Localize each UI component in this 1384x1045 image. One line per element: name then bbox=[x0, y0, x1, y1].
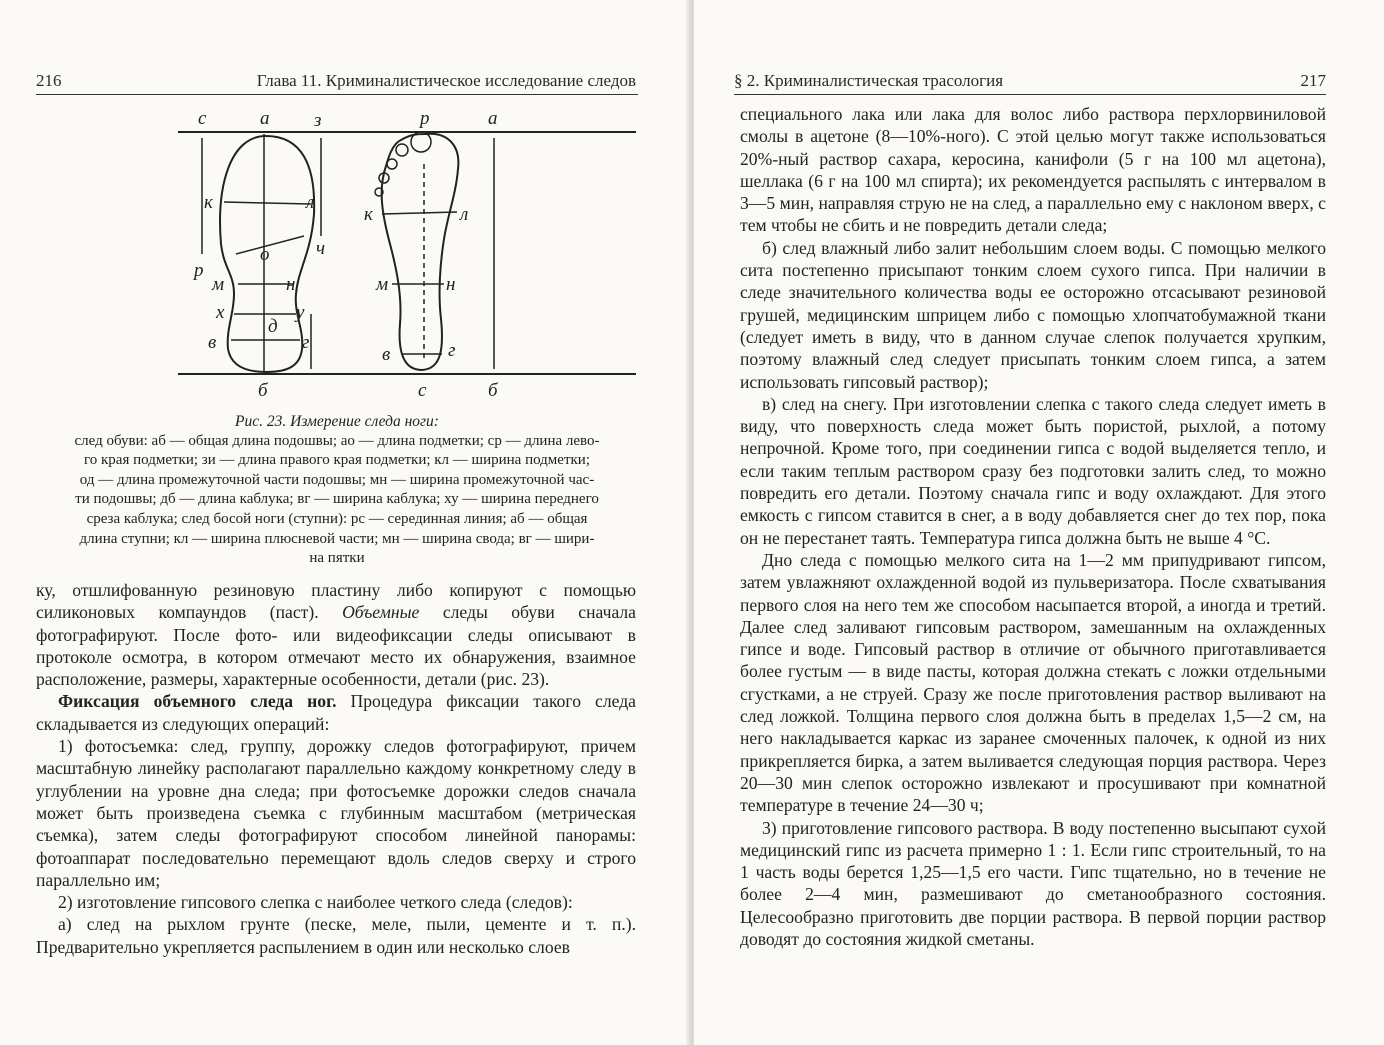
paragraph-text: ку, отшлифованную резиновую пластину либо копируют с помощью силиконовых компаундов (паст). bbox=[36, 580, 636, 623]
foot-measurement-figure bbox=[176, 104, 646, 404]
paragraph: в) след на снегу. При изготовлении слепка с такого следа следует иметь в виду, что поверхность следа может быть пористой, рыхлой, а потому непрочной. Кроме того, при соединении гипса с водой выделяется тепло, и если таким теплым раствором сразу без подготовки залить след, то можно повредить его детали. Поэтому сначала гипс и воду охлаждают. Для этого емкость с гипсом ставится в снег, а в воду добавляется снег до тех пор, пока он не перестанет таять. Температура гипса должна быть не выше 4 °С. bbox=[740, 393, 1326, 548]
right-body-text bbox=[740, 103, 1326, 950]
right-running-head bbox=[734, 70, 1326, 95]
label-l: л bbox=[306, 192, 315, 213]
paragraph: б) след влажный либо залит небольшим слоем воды. С помощью мелкого сита постепенно присыпают тонким слоем сухого гипса. При наличии в следе значительного количества воды ее осторожно отсасывают резиновой грушей, медицинским шприцем либо с помощью хлопчатобумажной ткани (следует иметь в виду, что в данном случае слепок получается хрупким, поэтому влажный след следует присыпать тонким слоем гипса, а затем использовать гипсовый раствор); bbox=[740, 237, 1326, 392]
paragraph-text: следы обуви сначала фотографируют. После фото- или видеофиксации следы описывают в протоколе осмотра, в котором отмечают место их обнаружения, взаимное расположение, размеры, характерные особенности, детали (рис. 23). bbox=[36, 602, 636, 690]
paragraph: 1) фотосъемка: след, группу, дорожку следов фотографируют, причем масштабную линейку располагают параллельно каждому конкретному следу в углублении на уровне дна следа; при фотосъемке дорожки следов сначала может быть произведена съемка с глубинным масштабом (метрическая съемка), затем следы фотографируют способом линейной панорамы: фотоаппарат последовательно перемещают вдоль следов сверху и строго параллельно им; bbox=[36, 736, 636, 890]
paragraph-text: Процедура фиксации такого следа складывается из следующих операций: bbox=[36, 691, 636, 734]
label-r: р bbox=[194, 260, 204, 281]
label-d: д bbox=[268, 316, 278, 337]
paragraph: 3) приготовление гипсового раствора. В воду постепенно высыпают сухой медицинский гипс из расчета примерно 1 : 1. Если гипс строительный, то на 1 часть воды берется 1,25—1,5 его части. Гипс тщательно, но в течение не более 2—4 мин, размешивают до сметанообразного состояния. Целесообразно приготовить две порции раствора. В первой порции раствор доводят до состояния жидкой сметаны. bbox=[740, 817, 1326, 949]
page-number-left: 216 bbox=[36, 71, 62, 90]
caption-line: на пятки bbox=[309, 550, 365, 567]
foot-label-r: р bbox=[420, 108, 430, 129]
paragraph: Дно следа с помощью мелкого сита на 1—2 мм припудривают гипсом, затем увлажняют охлажденной водой из пульверизатора. После схватывания первого слоя на него тем же способом насыпается второй, а иногда и третий. Далее след заливают гипсовым раствором, замешанным на охлажденных гипсе и воде. Гипсовый раствор в отличие от обычного приготавливается более густым — в виде пасты, которая должна стекать с ложки отдельными сгустками, а не струей. Сразу же после приготовления раствор выливают на след ложкой. Толщина первого слоя должна быть в пределах 1,5—2 см, на него накладывается каркас из заранее смоченных палочек, к одной из них прикрепляется бирка, а затем выливается следующая порция раствора. Через 20—30 мин слепок осторожно извлекают и просушивают при комнатной температуре в течение 24—30 ч; bbox=[740, 549, 1326, 816]
foot-label-a: а bbox=[488, 108, 498, 129]
label-c: с bbox=[198, 108, 207, 129]
page-number-right: 217 bbox=[1300, 71, 1326, 90]
label-o: о bbox=[260, 244, 270, 265]
label-kh: х bbox=[216, 302, 225, 323]
footprint-diagram bbox=[176, 104, 646, 404]
caption-line: од — длина промежуточной части подошвы; мн — ширина промежуточной час- bbox=[79, 471, 595, 488]
label-k: к bbox=[204, 192, 213, 213]
foot-label-v: в bbox=[382, 344, 391, 365]
label-z: з bbox=[314, 110, 322, 131]
foot-label-b: б bbox=[488, 380, 498, 401]
caption-line: го края подметки; зи — длина правого края подметки; кл — ширина подметки; bbox=[83, 452, 590, 469]
right-page bbox=[694, 0, 1384, 1045]
label-u: у bbox=[296, 302, 305, 323]
left-body-text bbox=[36, 579, 636, 958]
foot-label-k: к bbox=[364, 204, 373, 225]
paragraph: а) след на рыхлом грунте (песке, меле, пыли, цементе и т. п.). Предварительно укрепляется распылением в один или несколько слоев bbox=[36, 914, 636, 957]
figure-caption bbox=[36, 412, 638, 569]
caption-line: среза каблука; след босой ноги (ступни): рс — серединная линия; аб — общая bbox=[86, 510, 588, 527]
caption-title: Рис. 23. Измерение следа ноги: bbox=[235, 413, 439, 430]
chapter-title: Глава 11. Криминалистическое исследование следов bbox=[256, 71, 636, 90]
label-g: г bbox=[302, 332, 310, 353]
caption-line: след обуви: аб — общая длина подошвы; ао — длина подметки; ср — длина лево- bbox=[74, 432, 600, 449]
caption-line: ти подошвы; дб — длина каблука; вг — ширина каблука; ху — ширина переднего bbox=[75, 491, 599, 508]
italic-term: Объемные bbox=[342, 602, 420, 623]
paragraph: специального лака или лака для волос либо раствора перхлорвиниловой смолы в ацетоне (8—10%-ного). С этой целью могут также использоваться 20%-ный раствор сахара, керосина, канифоли (5 г на 100 мл ацетона), шеллака (6 г на 100 мл спирта); их рекомендуется распылять с интервалом в 3—5 мин, направляя струю не на след, а параллельно ему с наклоном вверх, с тем чтобы не сбить и не повредить детали следа; bbox=[740, 104, 1326, 236]
label-m: м bbox=[212, 274, 225, 295]
label-v: в bbox=[208, 332, 217, 353]
section-title: § 2. Криминалистическая трасология bbox=[734, 71, 1004, 90]
foot-label-n: н bbox=[446, 274, 456, 295]
caption-line: длина ступни; кл — ширина плюсневой части; мн — ширина свода; вг — шири- bbox=[79, 530, 595, 547]
paragraph bbox=[36, 690, 636, 735]
label-n: н bbox=[286, 274, 296, 295]
left-running-head bbox=[36, 70, 638, 95]
label-ch: ч bbox=[316, 238, 326, 259]
label-a: а bbox=[260, 108, 270, 129]
section-heading: Фиксация объемного следа ног. bbox=[58, 691, 337, 712]
foot-label-c: с bbox=[418, 380, 427, 401]
paragraph bbox=[36, 579, 636, 690]
foot-label-m: м bbox=[376, 274, 389, 295]
foot-label-l: л bbox=[460, 204, 469, 225]
left-page bbox=[0, 0, 690, 1045]
paragraph: 2) изготовление гипсового слепка с наиболее четкого следа (следов): bbox=[58, 892, 573, 913]
foot-label-g: г bbox=[448, 340, 456, 361]
label-b: б bbox=[258, 380, 268, 401]
